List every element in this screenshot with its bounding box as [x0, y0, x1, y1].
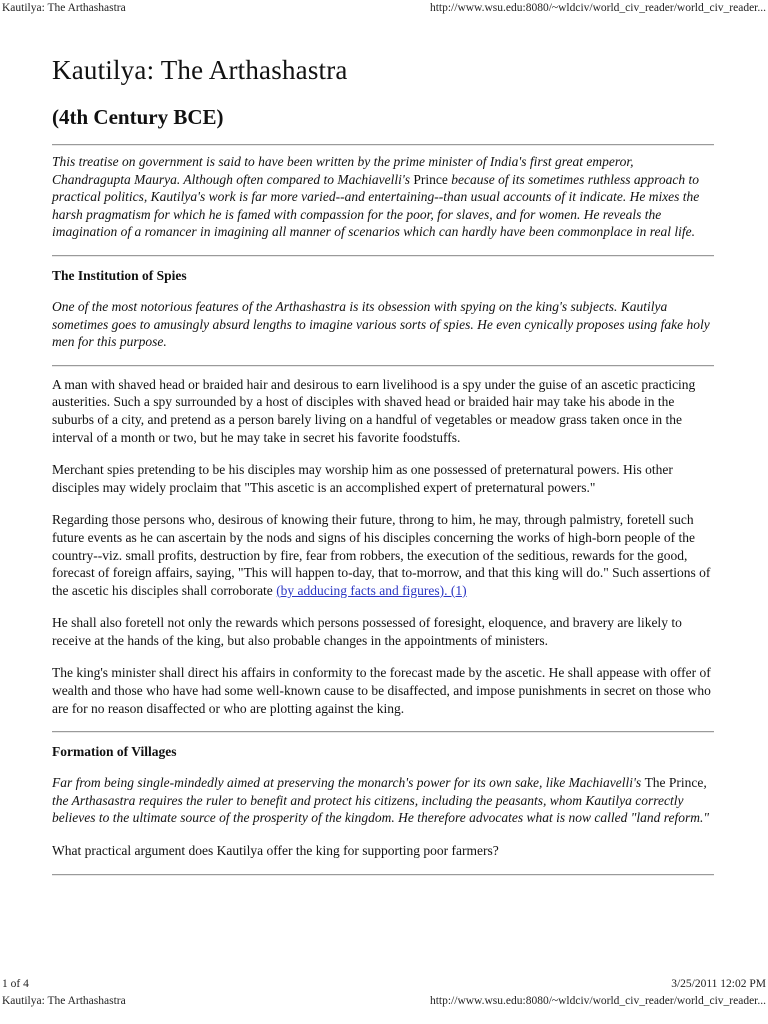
page-subtitle: (4th Century BCE)	[52, 105, 224, 129]
next-header-url: http://www.wsu.edu:8080/~wldciv/world_civ_reader/world_civ_reader...	[429, 995, 766, 1007]
divider	[52, 731, 714, 733]
next-header-title: Kautilya: The Arthashastra	[2, 995, 126, 1007]
section-intro-spies: One of the most notorious features of the Arthashastra is its obsession with spying on the king's subjects. Kautilya sometimes goes to amusingly absurd lengths to imagine various sorts of spies. He even cynically proposes using fake holy men for this purpose.	[52, 298, 710, 350]
page-title: Kautilya: The Arthashastra	[52, 55, 348, 85]
divider	[52, 144, 714, 146]
section-heading-spies: The Institution of Spies	[52, 267, 187, 283]
divider	[52, 365, 714, 367]
divider	[52, 255, 714, 257]
intro-paragraph: This treatise on government is said to have been written by the prime minister of India's first great emperor, Chandragupta Maurya. Although often compared to Machiavelli's Prince because of its sometimes ruthless approach to practical politics, Kautilya's work is far more varied--and entertaining--than usual accounts of it indicate. He mixes the harsh pragmatism for which he is famed with compassion for the poor, for slaves, and for women. He reveals the imagination of a romancer in imagining all manner of scenarios which can hardly have been commonplace in real life.	[52, 154, 700, 240]
body-paragraph: Regarding those persons who, desirous of knowing their future, throng to him, he may, through palmistry, foretell such future events as he can ascertain by the nods and signs of his disciples concerning the works of high-born people of the country--viz. small profits, destruction by fire, fear from robbers, the execution of the seditious, rewards for the good, forecast of foreign affairs, saying, "This will happen to-day, that to-morrow, and that this king will do." Such assertions of the ascetic his disciples shall corroborate (by adducing facts and figures). (1)	[52, 512, 711, 598]
body-paragraph: The king's minister shall direct his affairs in conformity to the forecast made by the ascetic. He shall appease with offer of wealth and those who have had some well-known cause to be disaffected, and impose punishments in secret on those who are for no reason disaffected or who are plotting against the king.	[52, 665, 711, 716]
document-body	[52, 46, 714, 876]
divider	[52, 874, 714, 876]
header-title: Kautilya: The Arthashastra	[2, 2, 126, 14]
print-datetime: 3/25/2011 12:02 PM	[671, 978, 766, 990]
section-intro-villages: Far from being single-mindedly aimed at preserving the monarch's power for its own sake, like Machiavelli's The Prince, the Arthasastra requires the ruler to benefit and protect his citizens, including the peasants, whom Kautilya correctly believes to the ultimate source of the prosperity of the kingdom. He therefore advocates what is now called "land reform."	[52, 775, 710, 826]
header-url: http://www.wsu.edu:8080/~wldciv/world_civ_reader/world_civ_reader...	[429, 2, 766, 14]
body-paragraph: He shall also foretell not only the rewards which persons possessed of foresight, eloquence, and bravery are likely to receive at the hands of the king, but also probable changes in the appointments of ministers.	[52, 615, 682, 648]
body-paragraph: Merchant spies pretending to be his disciples may worship him as one possessed of preternatural powers. His other disciples may widely proclaim that "This ascetic is an accomplished expert of preternatural powers."	[52, 462, 673, 495]
question-paragraph: What practical argument does Kautilya offer the king for supporting poor farmers?	[52, 843, 499, 859]
page-number: 1 of 4	[2, 978, 29, 990]
footnote-link[interactable]: (by adducing facts and figures). (1)	[276, 582, 467, 598]
body-paragraph: A man with shaved head or braided hair and desirous to earn livelihood is a spy under the guise of an ascetic practicing austerities. Such a spy surrounded by a host of disciples with shaved head or braided hair may take his abode in the suburbs of a city, and pretend as a person barely living on a handful of vegetables or meadow grass taken once in the interval of a month or two, but he may take in secret his favorite foodstuffs.	[52, 376, 696, 445]
section-heading-villages: Formation of Villages	[52, 744, 177, 760]
